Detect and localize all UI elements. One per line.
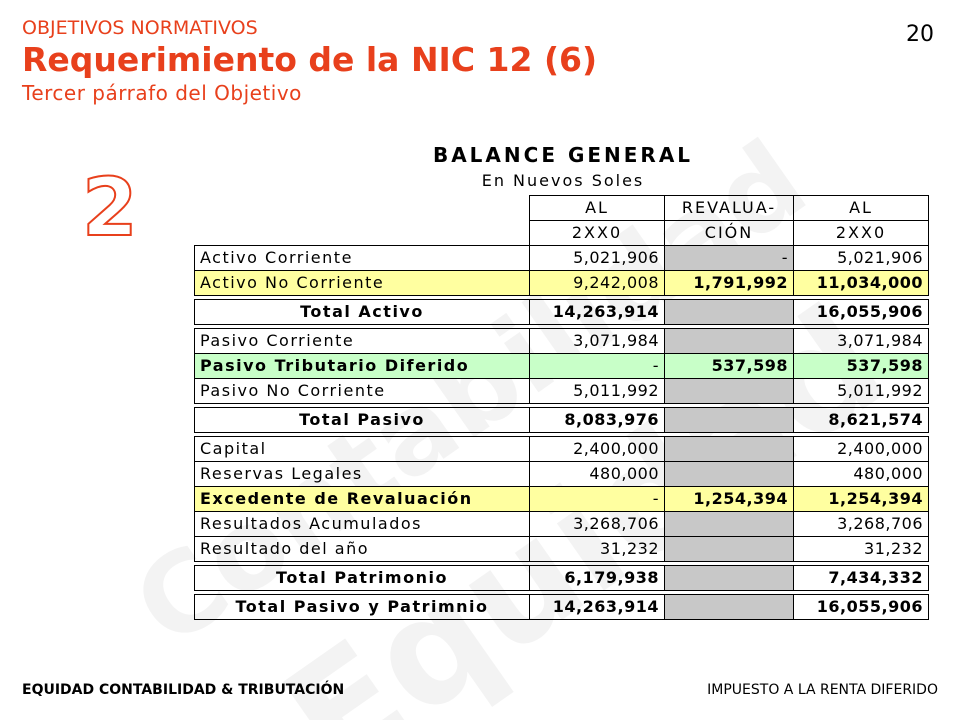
table-row [195,537,929,562]
footer-topic: IMPUESTO A LA RENTA DIFERIDO [707,682,938,698]
row-label: Pasivo Tributario Diferido [195,354,530,379]
cell-value: 1,791,992 [665,271,794,296]
cell-value: 14,263,914 [530,595,665,620]
col-header-al-2: AL [794,196,929,221]
col-header-year-2: 2XX0 [794,221,929,246]
row-label: Total Pasivo y Patrimnio [195,595,530,620]
balance-sheet-table [194,195,929,620]
cell-value [665,329,794,354]
cell-value [665,512,794,537]
cell-value [665,462,794,487]
cell-value: 16,055,906 [794,300,929,325]
cell-value [665,595,794,620]
slide-title: Requerimiento de la NIC 12 (6) [22,40,598,79]
cell-value: 31,232 [794,537,929,562]
row-label: Activo No Corriente [195,271,530,296]
cell-value: 3,071,984 [794,329,929,354]
table-row [195,354,929,379]
section-kicker: OBJETIVOS NORMATIVOS [22,17,258,39]
table-row [195,329,929,354]
col-header-revaluacion-2: CIÓN [665,221,794,246]
cell-value: - [530,487,665,512]
col-header-al-1: AL [530,196,665,221]
table-header-row [195,221,929,246]
cell-value [665,408,794,433]
cell-value: 16,055,906 [794,595,929,620]
row-label: Reservas Legales [195,462,530,487]
row-label: Pasivo Corriente [195,329,530,354]
cell-value [665,379,794,404]
cell-value: 5,021,906 [794,246,929,271]
table-row [195,462,929,487]
cell-value: 5,011,992 [794,379,929,404]
cell-value [665,566,794,591]
cell-value: 1,254,394 [665,487,794,512]
cell-value [665,300,794,325]
cell-value: 2,400,000 [530,437,665,462]
table-row [195,595,929,620]
row-label: Total Pasivo [195,408,530,433]
cell-value: 1,254,394 [794,487,929,512]
footer-company: EQUIDAD CONTABILIDAD & TRIBUTACIÓN [22,682,345,698]
table-row [195,408,929,433]
table-row [195,512,929,537]
table-row [195,246,929,271]
table-row [195,379,929,404]
row-label: Capital [195,437,530,462]
table-row [195,566,929,591]
cell-value: 9,242,008 [530,271,665,296]
cell-value: 3,268,706 [530,512,665,537]
table-row [195,487,929,512]
cell-value: 480,000 [530,462,665,487]
cell-value: 480,000 [794,462,929,487]
cell-value: 7,434,332 [794,566,929,591]
cell-value [665,537,794,562]
table-row [195,271,929,296]
row-label: Total Activo [195,300,530,325]
table-header-row [195,196,929,221]
cell-value: 8,083,976 [530,408,665,433]
table-row [195,300,929,325]
row-label: Resultado del año [195,537,530,562]
cell-value [665,437,794,462]
cell-value: - [665,246,794,271]
cell-value: 8,621,574 [794,408,929,433]
row-label: Total Patrimonio [195,566,530,591]
cell-value: 3,071,984 [530,329,665,354]
row-label: Excedente de Revaluación [195,487,530,512]
cell-value: 11,034,000 [794,271,929,296]
cell-value: 537,598 [794,354,929,379]
page-number: 20 [906,22,934,47]
step-number-badge: 2 [82,161,138,254]
col-header-year-1: 2XX0 [530,221,665,246]
cell-value: 3,268,706 [794,512,929,537]
col-header-revaluacion: REVALUA- [665,196,794,221]
row-label: Pasivo No Corriente [195,379,530,404]
table-row [195,437,929,462]
cell-value: 537,598 [665,354,794,379]
sheet-subtitle: En Nuevos Soles [481,171,645,190]
cell-value: 6,179,938 [530,566,665,591]
cell-value: 31,232 [530,537,665,562]
slide-subtitle: Tercer párrafo del Objetivo [22,81,302,105]
row-label: Resultados Acumulados [195,512,530,537]
cell-value: 5,011,992 [530,379,665,404]
cell-value: 2,400,000 [794,437,929,462]
sheet-title: BALANCE GENERAL [432,143,694,167]
cell-value: - [530,354,665,379]
cell-value: 5,021,906 [530,246,665,271]
slide-header [22,16,597,106]
row-label: Activo Corriente [195,246,530,271]
cell-value: 14,263,914 [530,300,665,325]
